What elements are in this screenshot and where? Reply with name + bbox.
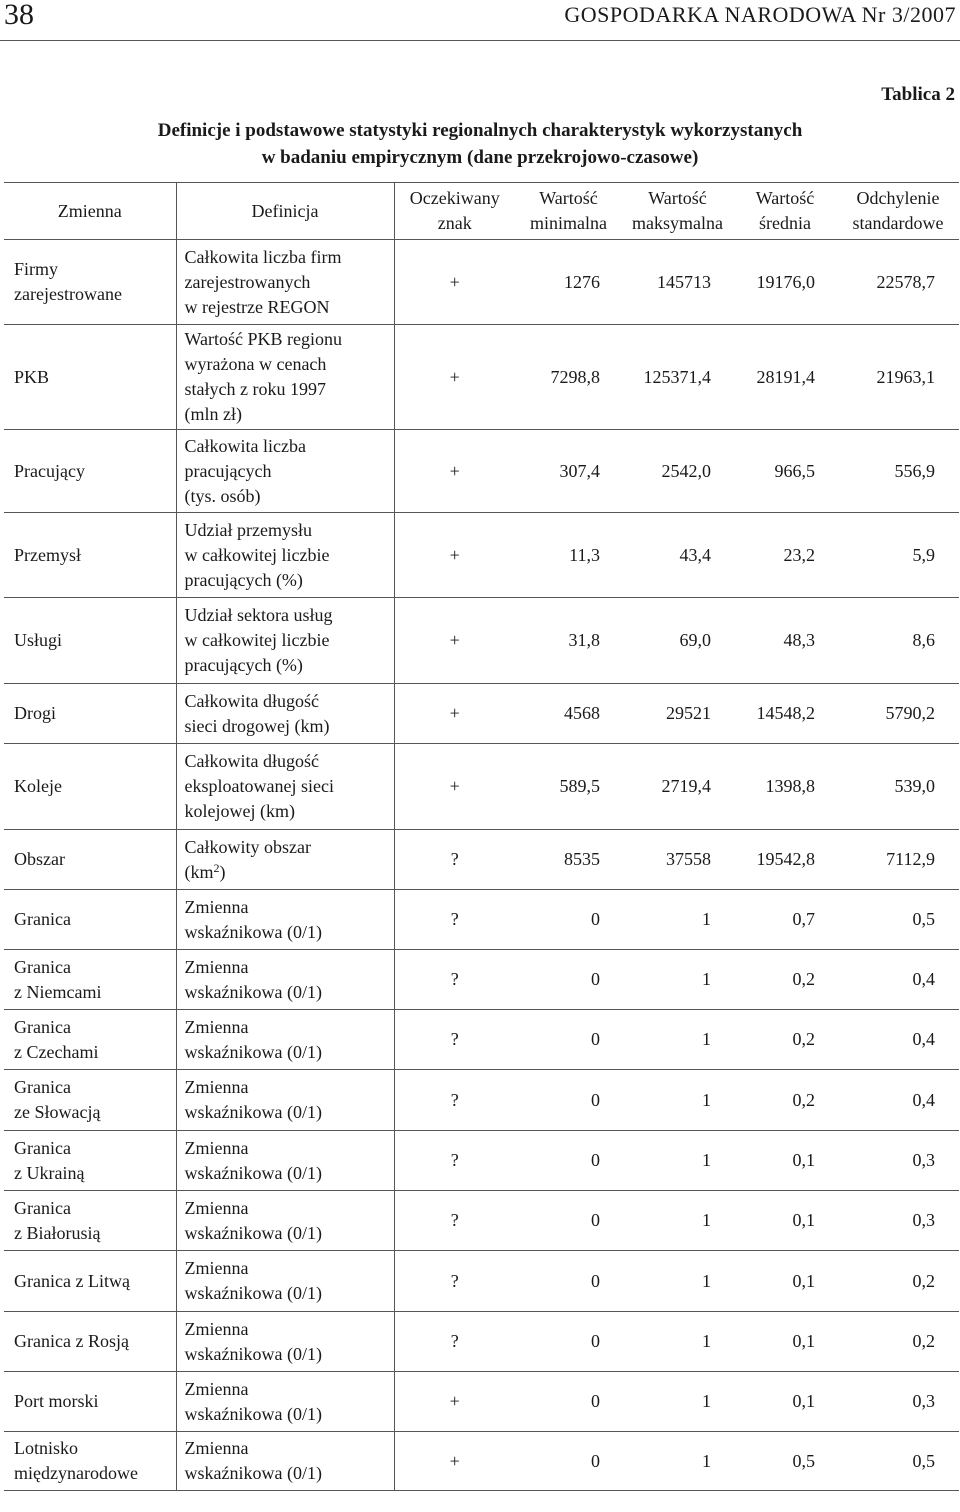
definition-line: Całkowita długość bbox=[184, 751, 319, 771]
variable-cell bbox=[4, 1372, 176, 1432]
definition-cell bbox=[176, 430, 394, 513]
definition-line: wskaźnikowa (0/1) bbox=[184, 1102, 322, 1122]
superscript: 2 bbox=[213, 860, 220, 875]
definition-cell bbox=[176, 684, 394, 744]
definition-line: wskaźnikowa (0/1) bbox=[184, 1162, 322, 1183]
definition-line: wskaźnikowa (0/1) bbox=[184, 1283, 322, 1303]
variable-name: zarejestrowane bbox=[14, 284, 122, 304]
variable-name: międzynarodowe bbox=[14, 1463, 138, 1483]
min-value-cell: 0 bbox=[515, 1312, 622, 1372]
table-row bbox=[4, 684, 959, 744]
mean-value-cell: 0,2 bbox=[733, 1070, 837, 1131]
std-value-cell: 5790,2 bbox=[837, 684, 959, 744]
header-line: maksymalna bbox=[632, 213, 723, 233]
table-body bbox=[4, 240, 959, 1491]
table-row bbox=[4, 1191, 959, 1251]
variable-name: Granica z Litwą bbox=[14, 1270, 130, 1291]
definition-line: Całkowita długość bbox=[184, 690, 319, 711]
mean-value-cell: 23,2 bbox=[733, 513, 837, 598]
definition-line: pracujących bbox=[184, 460, 272, 481]
definition-cell bbox=[176, 598, 394, 684]
definition-cell bbox=[176, 1251, 394, 1312]
table-row bbox=[4, 430, 959, 513]
variable-name: Drogi bbox=[14, 703, 56, 723]
min-value-cell: 0 bbox=[515, 890, 622, 950]
min-value-cell: 0 bbox=[515, 1432, 622, 1491]
header-line: średnia bbox=[759, 213, 811, 233]
header-line: Odchylenie bbox=[856, 188, 940, 208]
min-value-cell: 7298,8 bbox=[515, 325, 622, 430]
mean-value-cell: 1398,8 bbox=[733, 744, 837, 830]
statistics-table bbox=[4, 182, 959, 1491]
definition-cell bbox=[176, 830, 394, 890]
definition-cell bbox=[176, 744, 394, 830]
max-value-cell: 1 bbox=[622, 1010, 733, 1070]
variable-name: z Ukrainą bbox=[14, 1162, 85, 1183]
std-value-cell: 0,3 bbox=[837, 1131, 959, 1191]
expected-sign-cell: + bbox=[394, 744, 515, 830]
definition-line: (tys. osób) bbox=[184, 485, 261, 506]
column-header-mean bbox=[733, 183, 837, 240]
table-title bbox=[60, 117, 900, 171]
definition-line: wskaźnikowa (0/1) bbox=[184, 1343, 322, 1364]
std-value-cell: 0,4 bbox=[837, 1070, 959, 1131]
min-value-cell: 0 bbox=[515, 1191, 622, 1251]
std-value-cell: 539,0 bbox=[837, 744, 959, 830]
table-label: Tablica 2 bbox=[881, 84, 955, 105]
variable-name: Koleje bbox=[14, 776, 62, 796]
variable-cell bbox=[4, 890, 176, 950]
variable-cell bbox=[4, 1070, 176, 1131]
max-value-cell: 125371,4 bbox=[622, 325, 733, 430]
max-value-cell: 29521 bbox=[622, 684, 733, 744]
std-value-cell: 0,3 bbox=[837, 1191, 959, 1251]
definition-line bbox=[185, 860, 394, 885]
expected-sign-cell: + bbox=[394, 1432, 515, 1491]
definition-line: eksploatowanej sieci bbox=[184, 776, 334, 796]
definition-line: w całkowitej liczbie bbox=[184, 630, 330, 650]
variable-name: Granica z Rosją bbox=[14, 1331, 129, 1351]
min-value-cell: 0 bbox=[515, 1010, 622, 1070]
definition-line: Zmienna bbox=[184, 1438, 249, 1458]
mean-value-cell: 0,5 bbox=[733, 1432, 837, 1491]
std-value-cell: 5,9 bbox=[837, 513, 959, 598]
definition-line: wskaźnikowa (0/1) bbox=[184, 981, 322, 1002]
std-value-cell: 0,2 bbox=[837, 1251, 959, 1312]
variable-cell bbox=[4, 1251, 176, 1312]
definition-line: Zmienna bbox=[184, 1318, 249, 1339]
table-row bbox=[4, 598, 959, 684]
table-row bbox=[4, 744, 959, 830]
header-line: Wartość bbox=[755, 188, 815, 208]
max-value-cell: 2542,0 bbox=[622, 430, 733, 513]
variable-name: Obszar bbox=[14, 849, 65, 869]
definition-line: pracujących (%) bbox=[184, 655, 303, 675]
variable-name: Firmy bbox=[14, 259, 59, 279]
max-value-cell: 69,0 bbox=[622, 598, 733, 684]
header-line: znak bbox=[437, 213, 472, 233]
column-header-expected-sign bbox=[394, 183, 515, 240]
definition-line: wskaźnikowa (0/1) bbox=[184, 1463, 322, 1483]
variable-cell bbox=[4, 1312, 176, 1372]
definition-cell bbox=[176, 1010, 394, 1070]
expected-sign-cell: ? bbox=[394, 1131, 515, 1191]
definition-line: Całkowita liczba firm bbox=[184, 246, 342, 267]
min-value-cell: 307,4 bbox=[515, 430, 622, 513]
mean-value-cell: 0,2 bbox=[733, 1010, 837, 1070]
min-value-cell: 0 bbox=[515, 1131, 622, 1191]
mean-value-cell: 28191,4 bbox=[733, 325, 837, 430]
definition-line: wskaźnikowa (0/1) bbox=[184, 921, 322, 942]
variable-name: Granica bbox=[14, 956, 71, 977]
expected-sign-cell: + bbox=[394, 325, 515, 430]
max-value-cell: 1 bbox=[622, 1251, 733, 1312]
definition-line: Zmienna bbox=[184, 896, 249, 917]
definition-line: wskaźnikowa (0/1) bbox=[184, 1041, 322, 1062]
variable-name: ze Słowacją bbox=[14, 1102, 101, 1122]
min-value-cell: 0 bbox=[515, 1372, 622, 1432]
header-line: minimalna bbox=[530, 213, 607, 233]
std-value-cell: 0,4 bbox=[837, 1010, 959, 1070]
std-value-cell: 0,4 bbox=[837, 950, 959, 1010]
variable-name: z Niemcami bbox=[14, 981, 102, 1002]
table-row bbox=[4, 1372, 959, 1432]
std-value-cell: 0,5 bbox=[837, 1432, 959, 1491]
max-value-cell: 43,4 bbox=[622, 513, 733, 598]
expected-sign-cell: ? bbox=[394, 1070, 515, 1131]
variable-cell bbox=[4, 513, 176, 598]
header-line: standardowe bbox=[852, 213, 944, 233]
expected-sign-cell: ? bbox=[394, 890, 515, 950]
definition-cell bbox=[176, 513, 394, 598]
std-value-cell: 0,3 bbox=[837, 1372, 959, 1432]
std-value-cell: 21963,1 bbox=[837, 325, 959, 430]
expected-sign-cell: ? bbox=[394, 1010, 515, 1070]
max-value-cell: 1 bbox=[622, 1432, 733, 1491]
min-value-cell: 589,5 bbox=[515, 744, 622, 830]
column-header-max bbox=[622, 183, 733, 240]
mean-value-cell: 0,1 bbox=[733, 1191, 837, 1251]
column-header-min bbox=[515, 183, 622, 240]
std-value-cell: 8,6 bbox=[837, 598, 959, 684]
variable-name: Granica bbox=[14, 1137, 71, 1158]
definition-cell bbox=[176, 1191, 394, 1251]
journal-name: GOSPODARKA NARODOWA Nr 3/2007 bbox=[564, 2, 956, 27]
variable-cell bbox=[4, 1131, 176, 1191]
min-value-cell: 4568 bbox=[515, 684, 622, 744]
variable-name: Granica bbox=[14, 1016, 71, 1037]
std-value-cell: 0,5 bbox=[837, 890, 959, 950]
variable-name: z Czechami bbox=[14, 1041, 99, 1062]
mean-value-cell: 48,3 bbox=[733, 598, 837, 684]
definition-line: stałych z roku 1997 bbox=[184, 379, 326, 399]
header-line: Wartość bbox=[539, 188, 598, 208]
std-value-cell: 556,9 bbox=[837, 430, 959, 513]
table-header-row bbox=[4, 183, 959, 240]
variable-name: Usługi bbox=[14, 630, 63, 650]
variable-cell bbox=[4, 598, 176, 684]
definition-cell bbox=[176, 1432, 394, 1491]
expected-sign-cell: + bbox=[394, 684, 515, 744]
variable-name: Granica bbox=[14, 909, 71, 929]
definition-line: w rejestrze REGON bbox=[184, 296, 330, 317]
mean-value-cell: 0,1 bbox=[733, 1251, 837, 1312]
table-row bbox=[4, 890, 959, 950]
variable-cell bbox=[4, 830, 176, 890]
expected-sign-cell: + bbox=[394, 240, 515, 325]
min-value-cell: 0 bbox=[515, 950, 622, 1010]
variable-name: PKB bbox=[14, 366, 50, 387]
min-value-cell: 0 bbox=[515, 1070, 622, 1131]
definition-line: kolejowej (km) bbox=[184, 801, 295, 821]
definition-line: Zmienna bbox=[184, 1258, 249, 1278]
definition-line: zarejestrowanych bbox=[184, 271, 311, 292]
max-value-cell: 1 bbox=[622, 1372, 733, 1432]
page-number: 38 bbox=[4, 0, 34, 31]
max-value-cell: 1 bbox=[622, 1312, 733, 1372]
definition-cell bbox=[176, 950, 394, 1010]
mean-value-cell: 0,2 bbox=[733, 950, 837, 1010]
mean-value-cell: 0,1 bbox=[733, 1312, 837, 1372]
variable-name: Lotnisko bbox=[14, 1438, 79, 1458]
variable-name: z Białorusią bbox=[14, 1222, 101, 1243]
definition-line: Zmienna bbox=[184, 1378, 249, 1399]
mean-value-cell: 0,1 bbox=[733, 1372, 837, 1432]
mean-value-cell: 19176,0 bbox=[733, 240, 837, 325]
max-value-cell: 2719,4 bbox=[622, 744, 733, 830]
min-value-cell: 31,8 bbox=[515, 598, 622, 684]
definition-line: Całkowity obszar bbox=[184, 836, 311, 857]
std-value-cell: 7112,9 bbox=[837, 830, 959, 890]
mean-value-cell: 0,1 bbox=[733, 1131, 837, 1191]
table-row bbox=[4, 1070, 959, 1131]
definition-line: wyrażona w cenach bbox=[184, 354, 327, 374]
max-value-cell: 37558 bbox=[622, 830, 733, 890]
variable-cell bbox=[4, 744, 176, 830]
column-header-variable: Zmienna bbox=[4, 183, 176, 240]
header-line: Wartość bbox=[648, 188, 707, 208]
definition-cell bbox=[176, 240, 394, 325]
table-title-line: Definicje i podstawowe statystyki regionalnych charakterystyk wykorzystanych bbox=[157, 120, 803, 141]
definition-line: sieci drogowej (km) bbox=[184, 715, 330, 736]
table-row bbox=[4, 1131, 959, 1191]
max-value-cell: 1 bbox=[622, 1070, 733, 1131]
variable-name: Przemysł bbox=[14, 544, 81, 565]
expected-sign-cell: + bbox=[394, 430, 515, 513]
expected-sign-cell: + bbox=[394, 598, 515, 684]
definition-line: (mln zł) bbox=[184, 404, 242, 424]
expected-sign-cell: + bbox=[394, 1372, 515, 1432]
header-line: Oczekiwany bbox=[409, 188, 500, 208]
variable-cell bbox=[4, 1191, 176, 1251]
definition-line: wskaźnikowa (0/1) bbox=[184, 1222, 322, 1243]
min-value-cell: 11,3 bbox=[515, 513, 622, 598]
std-value-cell: 22578,7 bbox=[837, 240, 959, 325]
min-value-cell: 0 bbox=[515, 1251, 622, 1312]
expected-sign-cell: ? bbox=[394, 830, 515, 890]
variable-name: Granica bbox=[14, 1197, 71, 1218]
definition-line: Zmienna bbox=[184, 956, 249, 977]
table-row bbox=[4, 1432, 959, 1491]
table-row bbox=[4, 830, 959, 890]
max-value-cell: 1 bbox=[622, 1131, 733, 1191]
definition-cell bbox=[176, 1131, 394, 1191]
variable-cell bbox=[4, 240, 176, 325]
definition-line: Wartość PKB regionu bbox=[184, 329, 343, 349]
table-row bbox=[4, 325, 959, 430]
definition-cell bbox=[176, 325, 394, 430]
definition-line: w całkowitej liczbie bbox=[184, 544, 330, 565]
definition-line: Zmienna bbox=[184, 1137, 249, 1158]
definition-cell bbox=[176, 890, 394, 950]
variable-cell bbox=[4, 1432, 176, 1491]
definition-line: Całkowita liczba bbox=[184, 435, 306, 456]
max-value-cell: 1 bbox=[622, 1191, 733, 1251]
definition-cell bbox=[176, 1372, 394, 1432]
variable-name: Port morski bbox=[14, 1391, 99, 1411]
max-value-cell: 145713 bbox=[622, 240, 733, 325]
table-row bbox=[4, 513, 959, 598]
definition-line: pracujących (%) bbox=[184, 569, 303, 590]
max-value-cell: 1 bbox=[622, 890, 733, 950]
max-value-cell: 1 bbox=[622, 950, 733, 1010]
expected-sign-cell: + bbox=[394, 513, 515, 598]
variable-name: Pracujący bbox=[14, 460, 85, 481]
expected-sign-cell: ? bbox=[394, 1251, 515, 1312]
table-row bbox=[4, 1251, 959, 1312]
mean-value-cell: 966,5 bbox=[733, 430, 837, 513]
definition-text: ) bbox=[219, 861, 226, 882]
mean-value-cell: 19542,8 bbox=[733, 830, 837, 890]
expected-sign-cell: ? bbox=[394, 1191, 515, 1251]
definition-line: Udział przemysłu bbox=[184, 519, 312, 540]
variable-cell bbox=[4, 325, 176, 430]
column-header-std bbox=[837, 183, 959, 240]
variable-cell bbox=[4, 430, 176, 513]
definition-line: Zmienna bbox=[184, 1197, 249, 1218]
table-row bbox=[4, 240, 959, 325]
std-value-cell: 0,2 bbox=[837, 1312, 959, 1372]
min-value-cell: 1276 bbox=[515, 240, 622, 325]
expected-sign-cell: ? bbox=[394, 1312, 515, 1372]
table-row bbox=[4, 950, 959, 1010]
table-row bbox=[4, 1010, 959, 1070]
definition-cell bbox=[176, 1070, 394, 1131]
variable-cell bbox=[4, 950, 176, 1010]
mean-value-cell: 14548,2 bbox=[733, 684, 837, 744]
variable-name: Granica bbox=[14, 1077, 71, 1097]
min-value-cell: 8535 bbox=[515, 830, 622, 890]
column-header-definition: Definicja bbox=[176, 183, 394, 240]
table-row bbox=[4, 1312, 959, 1372]
definition-cell bbox=[176, 1312, 394, 1372]
variable-cell bbox=[4, 1010, 176, 1070]
page-header bbox=[0, 0, 960, 41]
definition-text: (km bbox=[184, 861, 214, 882]
expected-sign-cell: ? bbox=[394, 950, 515, 1010]
variable-cell bbox=[4, 684, 176, 744]
table-title-line: w badaniu empirycznym (dane przekrojowo-czasowe) bbox=[261, 147, 699, 168]
definition-line: wskaźnikowa (0/1) bbox=[184, 1403, 322, 1424]
definition-line: Zmienna bbox=[184, 1077, 249, 1097]
definition-line: Zmienna bbox=[184, 1016, 249, 1037]
mean-value-cell: 0,7 bbox=[733, 890, 837, 950]
definition-line: Udział sektora usług bbox=[184, 605, 333, 625]
